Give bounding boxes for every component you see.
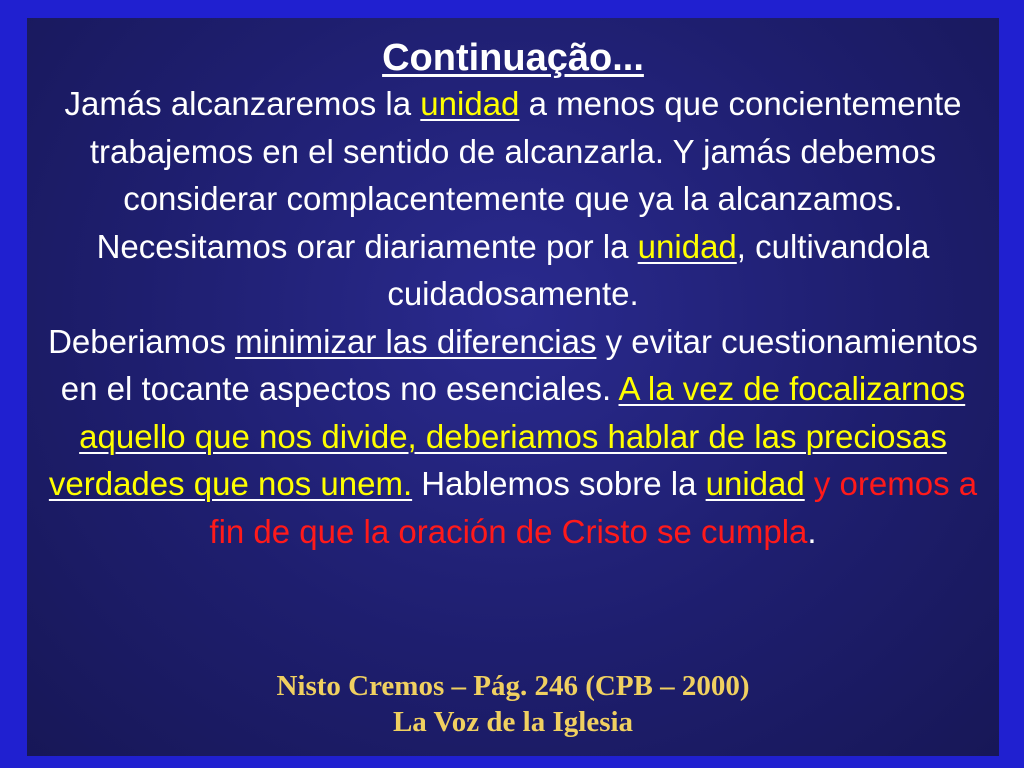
slide-panel <box>27 18 999 756</box>
slide-content <box>27 36 999 555</box>
paragraph-1 <box>33 80 993 223</box>
paragraph-3 <box>33 318 993 556</box>
p3-highlight-unidad: unidad <box>705 465 805 502</box>
p2-text-a: Necesitamos orar diariamente por la <box>96 227 638 265</box>
p1-text-a: Jamás alcanzaremos la <box>64 85 421 122</box>
citation-line-1: Nisto Cremos – Pág. 246 (CPB – 2000) <box>276 670 750 702</box>
p3-highlight-sentence: A la vez de focalizarnos aquello que nos divide, deberiamos hablar de las preciosas verdades que nos unem. <box>48 370 966 502</box>
p3-text-e: Hablemos sobre la <box>412 465 706 502</box>
p1-highlight-unidad: unidad <box>420 85 520 122</box>
p3-underline-minimizar: minimizar las diferencias <box>235 322 597 360</box>
p2-text-c: , cultivandola cuidadosamente. <box>387 227 930 312</box>
citation <box>27 668 999 740</box>
p3-text-a: Deberiamos <box>48 322 236 360</box>
p1-text-c: a menos que concientemente trabajemos en el sentido de alcanzarla. Y jamás debemos considerar complacentemente que ya la alcanzamos. <box>89 85 962 217</box>
p3-red-text: y oremos a fin de que la oración de Cristo se cumpla <box>209 465 978 550</box>
slide-title: Continuação... <box>382 37 644 79</box>
p3-text-c: y evitar cuestionamientos en el tocante aspectos no esenciales. <box>60 322 978 407</box>
citation-line-2: La Voz de la Iglesia <box>392 706 634 738</box>
p3-text-h: . <box>807 512 817 550</box>
p2-highlight-unidad: unidad <box>637 227 737 265</box>
paragraph-2 <box>33 223 993 318</box>
